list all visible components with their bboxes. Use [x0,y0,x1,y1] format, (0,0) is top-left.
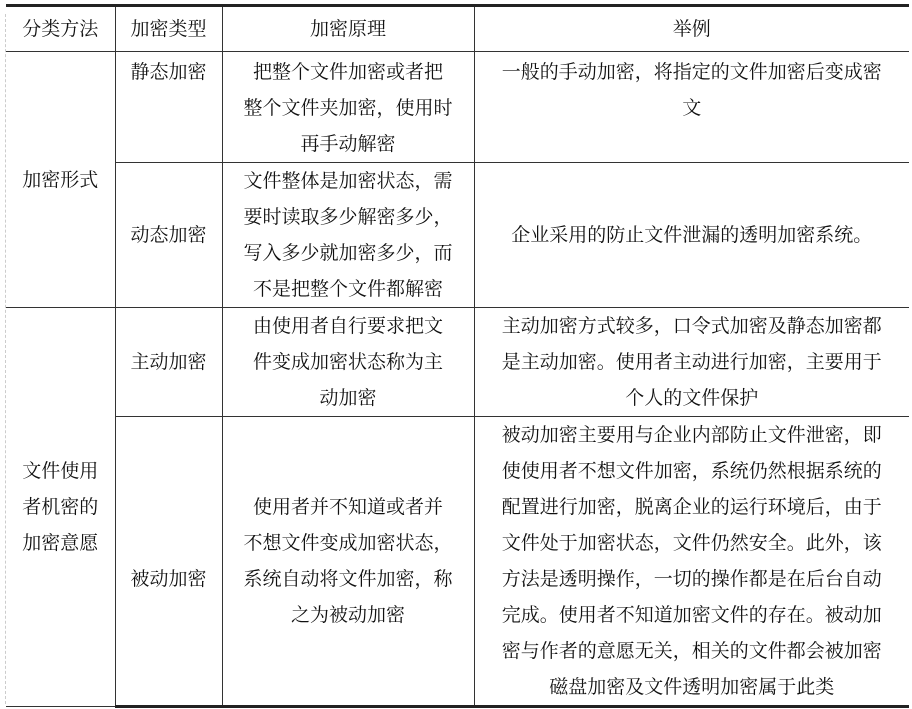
principle-line: 使用者并不知道或者并 [252,496,443,518]
table-row [6,308,909,417]
principle-line: 不是把整个文件都解密 [252,278,443,300]
principle-line: 要时读取多少解密多少， [243,206,453,228]
principle-line: 件变成加密状态称为主 [252,351,443,373]
category-cell [6,308,115,707]
example-line: 个人的文件保护 [625,387,759,409]
example-line: 完成。使用者不知道加密文件的存在。被动加 [501,604,882,626]
example-line: 是主动加密。使用者主动进行加密，主要用于 [501,351,882,373]
example-line: 使使用者不想文件加密，系统仍然根据系统的 [501,460,882,482]
example-line: 磁盘加密及文件透明加密属于此类 [549,676,835,698]
type-cell: 被动加密 [115,417,222,707]
principle-line: 再手动解密 [300,133,396,155]
example-cell [474,163,909,308]
example-line: 配置进行加密，脱离企业的运行环境后，由于 [501,496,882,518]
header-category: 分类方法 [6,6,115,52]
example-cell [474,417,909,707]
category-cell [6,52,115,308]
example-line: 文 [682,97,702,119]
category-line: 加密意愿 [22,532,99,554]
header-row [6,6,909,52]
example-cell [474,308,909,417]
principle-line: 不想文件变成加密状态， [243,532,453,554]
principle-line: 写入多少就加密多少，而 [243,242,453,264]
category-line: 加密形式 [22,168,99,191]
table-row [6,52,909,163]
type-cell: 主动加密 [115,308,222,417]
principle-line: 之为被动加密 [290,604,405,626]
table-row [6,163,909,308]
category-line: 文件使用 [22,460,99,482]
principle-line: 文件整体是加密状态，需 [243,170,453,192]
example-line: 企业采用的防止文件泄漏的透明加密系统。 [511,224,873,246]
header-principle: 加密原理 [222,6,474,52]
header-type: 加密类型 [115,6,222,52]
category-line: 者机密的 [22,496,99,518]
type-cell: 动态加密 [115,163,222,308]
principle-cell [222,308,474,417]
example-cell [474,52,909,163]
type-cell: 静态加密 [115,52,222,163]
principle-cell [222,52,474,163]
encryption-classification-table [6,4,909,708]
principle-cell [222,417,474,707]
principle-line: 整个文件夹加密，使用时 [243,97,453,119]
principle-cell [222,163,474,308]
example-line: 被动加密主要用与企业内部防止文件泄密，即 [501,424,882,446]
principle-line: 把整个文件加密或者把 [252,61,443,83]
example-line: 方法是透明操作，一切的操作都是在后台自动 [501,568,882,590]
principle-line: 系统自动将文件加密，称 [243,568,453,590]
table-row [6,417,909,707]
header-example: 举例 [474,6,909,52]
example-line: 主动加密方式较多，口令式加密及静态加密都 [501,315,882,337]
example-line: 密与作者的意愿无关，相关的文件都会被加密 [501,640,882,662]
example-line: 文件处于加密状态，文件仍然安全。此外，该 [501,532,882,554]
example-line: 一般的手动加密，将指定的文件加密后变成密 [501,61,882,83]
principle-line: 由使用者自行要求把文 [252,315,443,337]
principle-line: 动加密 [319,387,377,409]
